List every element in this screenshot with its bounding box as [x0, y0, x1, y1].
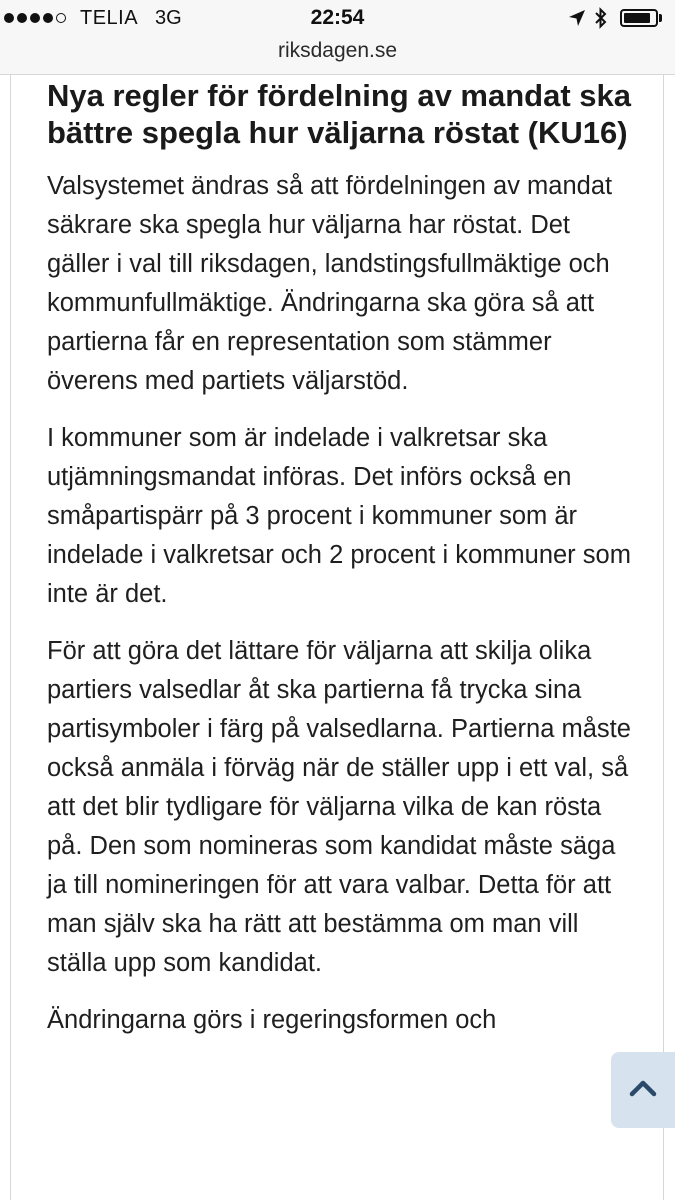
article-paragraph: Valsystemet ändras så att fördelningen av mandat säkrare ska spegla hur väljarna har röstat. Det gäller i val till riksdagen, landstingsfullmäktige och kommunfullmäktige. Ändringarna ska göra så att partierna får en representation som stämmer överens med partiets väljarstöd.	[47, 172, 613, 395]
url-text[interactable]: riksdagen.se	[277, 39, 398, 62]
article-paragraph: För att göra det lättare för väljarna att skilja olika partiers valsedlar åt ska partierna få trycka sina partisymboler i färg på valsedlarna. Partierna måste också anmäla i förväg när de ställer upp i ett val, så att det blir tydligare för väljarna vilka de kan rösta på. Den som nomineras som kandidat måste säga ja till nomineringen för att vara valbar. Detta för att man själv ska ha rätt att bestämma om man vill ställa upp som kandidat.	[47, 637, 631, 977]
status-time: 22:54	[310, 6, 365, 29]
address-bar[interactable]	[0, 38, 675, 75]
article	[10, 75, 664, 1200]
battery-level-fill	[624, 13, 650, 23]
battery-tip	[659, 14, 662, 22]
network-type: 3G	[155, 7, 182, 29]
scroll-to-top-button[interactable]	[611, 1052, 675, 1128]
article-paragraph: I kommuner som är indelade i valkretsar ska utjämningsmandat införas. Det införs också en småpartispärr på 3 procent i kommuner som är indelade i valkretsar och 2 procent i kommuner som inte är det.	[47, 424, 631, 608]
bluetooth-icon	[594, 7, 608, 29]
chevron-up-icon	[629, 1078, 657, 1098]
carrier-name: TELIA	[80, 7, 139, 29]
article-title: Nya regler för fördelning av mandat ska bättre spegla hur väljarna röstat (KU16)	[47, 78, 632, 150]
battery-icon	[620, 9, 658, 27]
article-paragraph: Ändringarna görs i regeringsformen och	[47, 1006, 497, 1034]
location-arrow-icon	[568, 9, 586, 27]
status-bar	[0, 0, 675, 38]
